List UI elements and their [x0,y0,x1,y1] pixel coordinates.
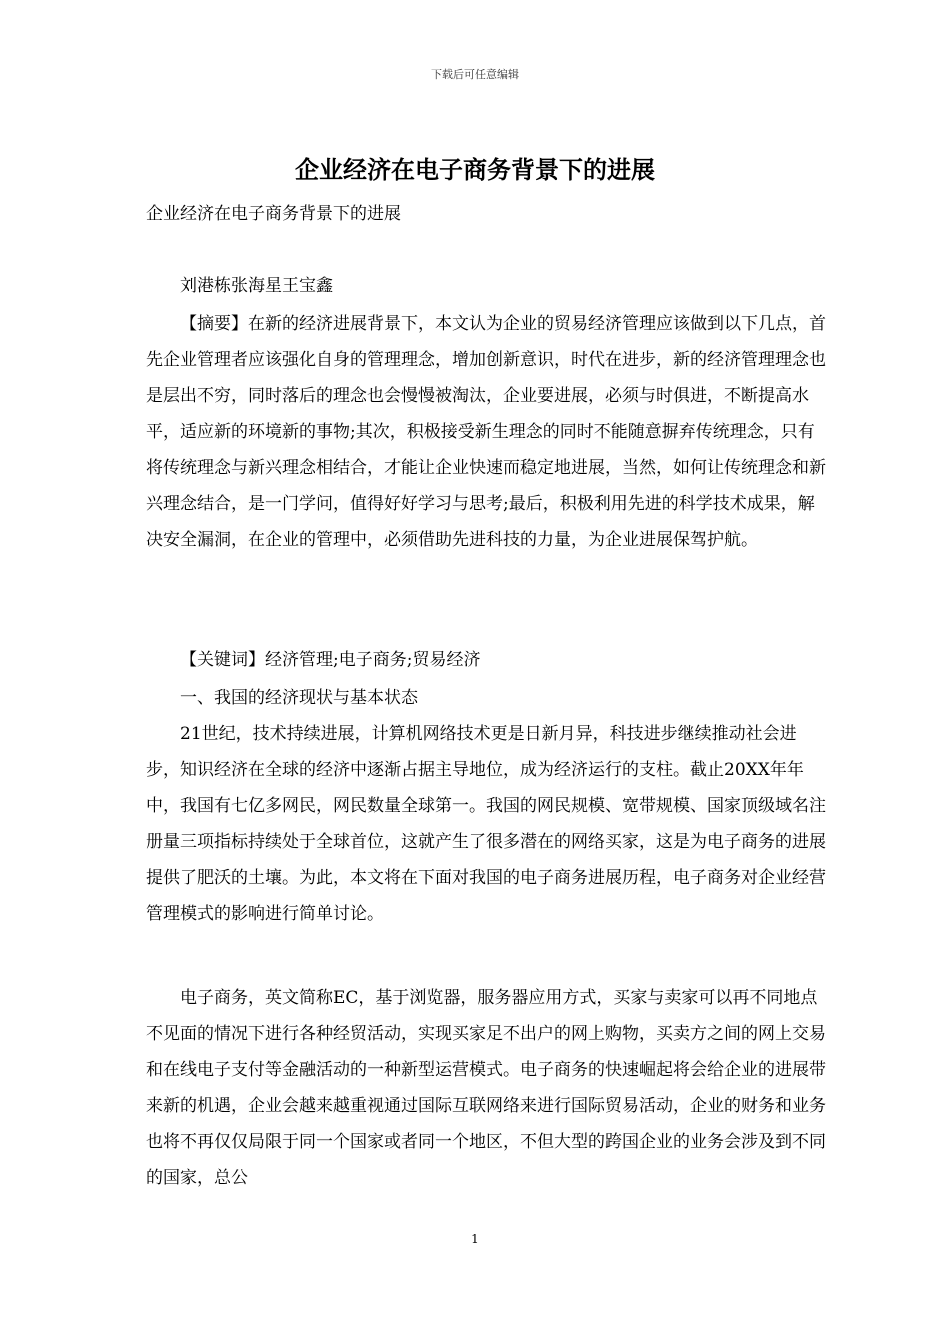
abstract-paragraph: 【摘要】在新的经济进展背景下，本文认为企业的贸易经济管理应该做到以下几点，首先企业管理者应该强化自身的管理理念，增加创新意识，时代在进步，新的经济管理理念也是层出不穷，同时落后的理念也会慢慢被淘汰，企业要进展，必须与时俱进，不断提高水平，适应新的环境新的事物;其次，积极接受新生理念的同时不能随意摒弃传统理念，只有将传统理念与新兴理念相结合，才能让企业快速而稳定地进展，当然，如何让传统理念和新兴理念结合，是一门学问，值得好好学习与思考;最后，积极利用先进的科学技术成果，解决安全漏洞，在企业的管理中，必须借助先进科技的力量，为企业进展保驾护航。 [146,314,826,550]
page-number: 1 [471,1232,479,1246]
body-paragraph-2: 电子商务，英文简称EC，基于浏览器，服务器应用方式，买家与卖家可以再不同地点不见面的情况下进行各种经贸活动，实现买家足不出户的网上购物，买卖方之间的网上交易和在线电子支付等金融活动的一种新型运营模式。电子商务的快速崛起将会给企业的进展带来新的机遇，企业会越来越重视通过国际互联网络来进行国际贸易活动，企业的财务和业务也将不再仅仅局限于同一个国家或者同一个地区，不但大型的跨国企业的业务会涉及到不同的国家，总公 [146,988,826,1188]
section-heading: 一、我国的经济现状与基本状态 [180,688,418,708]
document-title: 企业经济在电子商务背景下的进展 [295,156,655,184]
page-header-note: 下载后可任意编辑 [431,68,519,81]
body-paragraph-1: 21世纪，技术持续进展，计算机网络技术更是日新月异，科技进步继续推动社会进步，知识经济在全球的经济中逐渐占据主导地位，成为经济运行的支柱。截止20XX年年中，我国有七亿多网民，网民数量全球第一。我国的网民规模、宽带规模、国家顶级域名注册量三项指标持续处于全球首位，这就产生了很多潜在的网络买家，这是为电子商务的进展提供了肥沃的土壤。为此，本文将在下面对我国的电子商务进展历程，电子商务对企业经营管理模式的影响进行简单讨论。 [146,724,826,924]
document-subtitle: 企业经济在电子商务背景下的进展 [146,204,401,224]
authors-line: 刘港栋张海星王宝鑫 [180,276,333,296]
keywords-line: 【关键词】经济管理;电子商务;贸易经济 [180,650,481,670]
